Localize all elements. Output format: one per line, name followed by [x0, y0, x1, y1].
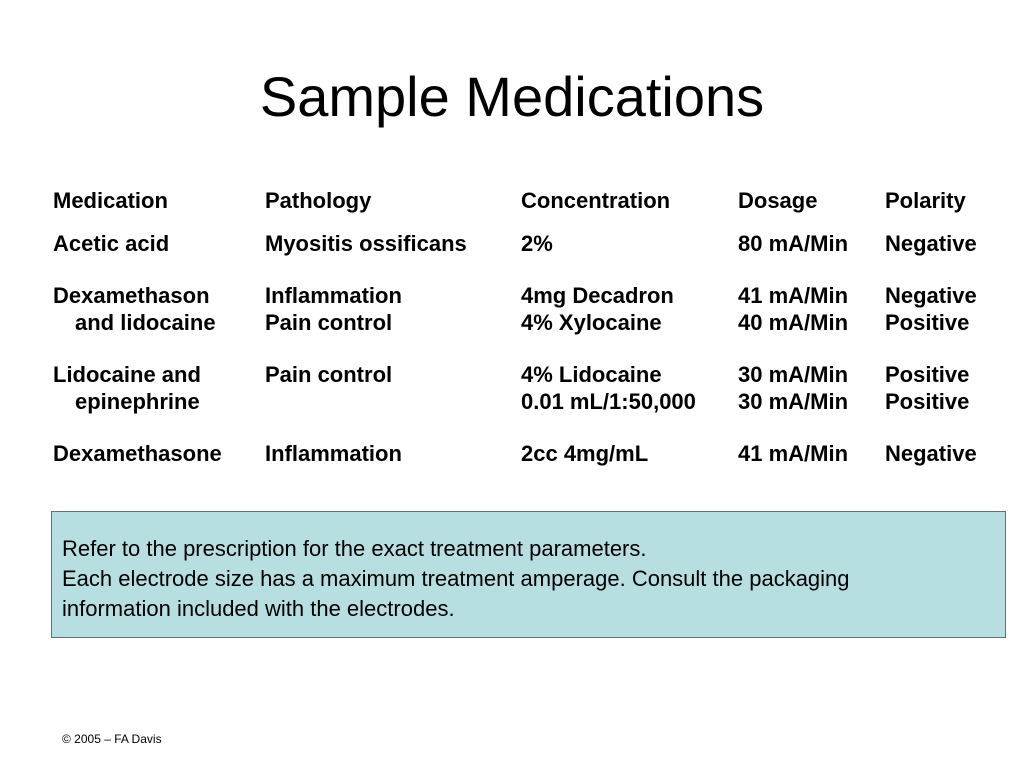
pathology-cell: Inflammation: [265, 441, 402, 466]
medication-cell: and lidocaine: [75, 310, 216, 335]
medication-cell: epinephrine: [75, 389, 200, 414]
dosage-cell: 30 mA/Min: [738, 362, 849, 387]
concentration-cell: 4% Xylocaine: [521, 310, 662, 335]
header-pathology: Pathology: [265, 188, 372, 213]
polarity-cell: Positive: [885, 310, 970, 335]
header-medication: Medication: [53, 188, 168, 213]
header-dosage: Dosage: [738, 188, 818, 213]
dosage-cell: 30 mA/Min: [738, 389, 849, 414]
concentration-cell: 4mg Decadron: [521, 283, 674, 308]
header-concentration: Concentration: [521, 188, 671, 213]
note-line: information included with the electrodes.: [62, 596, 455, 621]
polarity-cell: Negative: [885, 283, 977, 308]
medication-cell: Lidocaine and: [53, 362, 201, 387]
pathology-cell: Pain control: [265, 362, 393, 387]
dosage-cell: 41 mA/Min: [738, 283, 849, 308]
medication-cell: Dexamethason: [53, 283, 210, 308]
polarity-cell: Negative: [885, 441, 977, 466]
medication-cell: Acetic acid: [53, 231, 170, 256]
header-polarity: Polarity: [885, 188, 966, 213]
polarity-cell: Positive: [885, 362, 970, 387]
medication-cell: Dexamethasone: [53, 441, 222, 466]
slide-title: Sample Medications: [259, 65, 765, 128]
dosage-cell: 80 mA/Min: [738, 231, 849, 256]
note-line: Refer to the prescription for the exact treatment parameters.: [62, 536, 647, 561]
dosage-cell: 41 mA/Min: [738, 441, 849, 466]
pathology-cell: Inflammation: [265, 283, 402, 308]
note-line: Each electrode size has a maximum treatment amperage. Consult the packaging: [62, 566, 850, 591]
concentration-cell: 2cc 4mg/mL: [521, 441, 649, 466]
concentration-cell: 0.01 mL/1:50,000: [521, 389, 696, 414]
copyright-footer: © 2005 – FA Davis: [62, 732, 162, 746]
pathology-cell: Pain control: [265, 310, 393, 335]
pathology-cell: Myositis ossificans: [265, 231, 467, 256]
polarity-cell: Negative: [885, 231, 977, 256]
dosage-cell: 40 mA/Min: [738, 310, 849, 335]
note-box: [51, 511, 1006, 638]
polarity-cell: Positive: [885, 389, 970, 414]
concentration-cell: 4% Lidocaine: [521, 362, 662, 387]
concentration-cell: 2%: [521, 231, 553, 256]
